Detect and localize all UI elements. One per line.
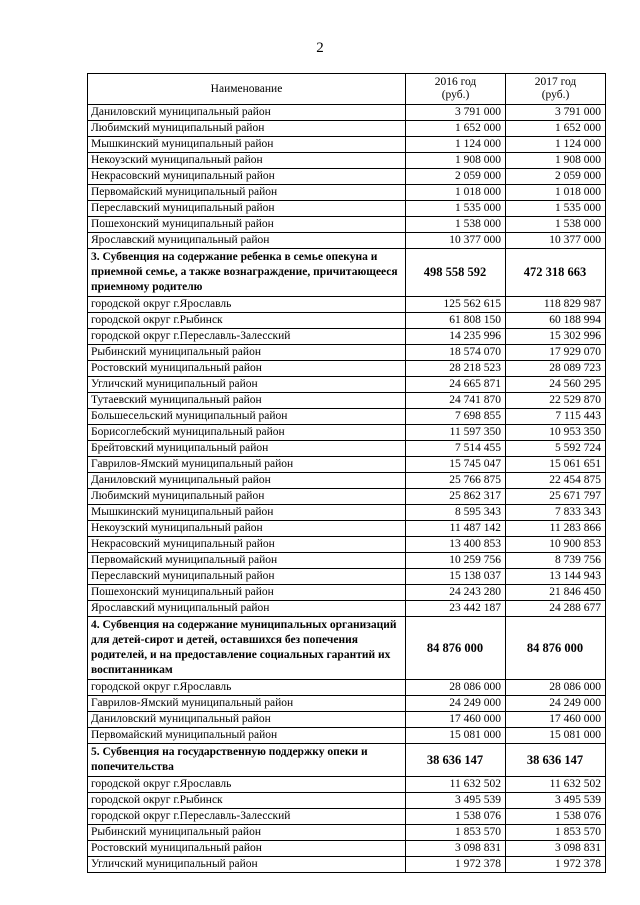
row-value-2016: 24 249 000 (406, 696, 506, 712)
row-value-2016: 15 745 047 (406, 457, 506, 473)
table-row (88, 473, 606, 489)
table-row (88, 297, 606, 313)
section-row (88, 617, 606, 680)
table-row (88, 793, 606, 809)
row-value-2016: 23 442 187 (406, 601, 506, 617)
table-row (88, 137, 606, 153)
row-value-2017: 3 495 539 (506, 793, 606, 809)
row-name: Угличский муниципальный район (88, 857, 406, 873)
row-value-2016: 15 081 000 (406, 728, 506, 744)
row-name: Пошехонский муниципальный район (88, 217, 406, 233)
row-value-2016: 3 098 831 (406, 841, 506, 857)
table-row (88, 345, 606, 361)
row-value-2016: 1 538 076 (406, 809, 506, 825)
row-value-2016: 1 652 000 (406, 121, 506, 137)
table-row (88, 857, 606, 873)
row-value-2016: 1 124 000 (406, 137, 506, 153)
row-name: Пошехонский муниципальный район (88, 585, 406, 601)
table-body (88, 105, 606, 873)
section-row (88, 249, 606, 297)
row-name: Рыбинский муниципальный район (88, 825, 406, 841)
row-value-2017: 1 538 000 (506, 217, 606, 233)
row-value-2016: 1 535 000 (406, 201, 506, 217)
table-row (88, 696, 606, 712)
row-value-2017: 1 908 000 (506, 153, 606, 169)
row-value-2016: 1 018 000 (406, 185, 506, 201)
table-row (88, 393, 606, 409)
table-row (88, 825, 606, 841)
table-row (88, 377, 606, 393)
row-name: Ярославский муниципальный район (88, 233, 406, 249)
row-value-2017: 15 302 996 (506, 329, 606, 345)
row-value-2017: 17 460 000 (506, 712, 606, 728)
row-value-2017: 60 188 994 (506, 313, 606, 329)
row-name: Ростовский муниципальный район (88, 841, 406, 857)
table-row (88, 185, 606, 201)
table-row (88, 105, 606, 121)
row-name: Первомайский муниципальный район (88, 728, 406, 744)
section-row (88, 744, 606, 777)
row-name: городской округ г.Переславль-Залесский (88, 329, 406, 345)
table-row (88, 809, 606, 825)
table-row (88, 121, 606, 137)
row-value-2016: 10 259 756 (406, 553, 506, 569)
row-name: Переславский муниципальный район (88, 569, 406, 585)
table-row (88, 441, 606, 457)
row-name: Мышкинский муниципальный район (88, 505, 406, 521)
header-2016 (406, 74, 506, 105)
row-value-2017: 22 529 870 (506, 393, 606, 409)
table-row (88, 425, 606, 441)
table-row (88, 169, 606, 185)
header-2017 (506, 74, 606, 105)
row-value-2017: 21 846 450 (506, 585, 606, 601)
row-name: Угличский муниципальный район (88, 377, 406, 393)
row-value-2016: 11 597 350 (406, 425, 506, 441)
row-value-2017: 472 318 663 (506, 249, 606, 297)
table-row (88, 313, 606, 329)
row-value-2016: 15 138 037 (406, 569, 506, 585)
row-value-2016: 1 853 570 (406, 825, 506, 841)
table-row (88, 841, 606, 857)
row-name: Даниловский муниципальный район (88, 105, 406, 121)
row-value-2017: 15 081 000 (506, 728, 606, 744)
row-value-2017: 118 829 987 (506, 297, 606, 313)
row-value-2017: 13 144 943 (506, 569, 606, 585)
table-row (88, 201, 606, 217)
table-row (88, 217, 606, 233)
table-row (88, 505, 606, 521)
row-name: Большесельский муниципальный район (88, 409, 406, 425)
row-value-2017: 84 876 000 (506, 617, 606, 680)
row-name: Ростовский муниципальный район (88, 361, 406, 377)
row-value-2016: 17 460 000 (406, 712, 506, 728)
row-value-2016: 61 808 150 (406, 313, 506, 329)
row-value-2017: 22 454 875 (506, 473, 606, 489)
table-header-row (88, 74, 606, 105)
row-value-2016: 11 632 502 (406, 777, 506, 793)
row-name: Некрасовский муниципальный район (88, 537, 406, 553)
row-name: Даниловский муниципальный район (88, 712, 406, 728)
subsidy-table (87, 73, 606, 873)
row-value-2016: 7 514 455 (406, 441, 506, 457)
row-value-2016: 24 741 870 (406, 393, 506, 409)
row-value-2016: 8 595 343 (406, 505, 506, 521)
table-row (88, 361, 606, 377)
row-name: городской округ г.Рыбинск (88, 793, 406, 809)
row-value-2017: 11 632 502 (506, 777, 606, 793)
row-value-2017: 1 535 000 (506, 201, 606, 217)
table-row (88, 585, 606, 601)
row-name: Борисоглебский муниципальный район (88, 425, 406, 441)
row-value-2017: 24 560 295 (506, 377, 606, 393)
row-value-2017: 7 833 343 (506, 505, 606, 521)
row-name: Любимский муниципальный район (88, 121, 406, 137)
table-row (88, 569, 606, 585)
row-value-2016: 2 059 000 (406, 169, 506, 185)
row-name: городской округ г.Ярославль (88, 777, 406, 793)
row-value-2017: 11 283 866 (506, 521, 606, 537)
row-value-2016: 1 972 378 (406, 857, 506, 873)
row-value-2017: 28 086 000 (506, 680, 606, 696)
row-name: Некоузский муниципальный район (88, 153, 406, 169)
row-value-2017: 15 061 651 (506, 457, 606, 473)
row-value-2016: 498 558 592 (406, 249, 506, 297)
row-value-2017: 3 098 831 (506, 841, 606, 857)
row-name: городской округ г.Ярославль (88, 680, 406, 696)
row-value-2017: 24 249 000 (506, 696, 606, 712)
row-value-2017: 38 636 147 (506, 744, 606, 777)
header-2016-unit: (руб.) (441, 89, 470, 101)
table-row (88, 233, 606, 249)
row-name: Первомайский муниципальный район (88, 553, 406, 569)
table-row (88, 601, 606, 617)
row-value-2016: 38 636 147 (406, 744, 506, 777)
row-name: городской округ г.Переславль-Залесский (88, 809, 406, 825)
header-2016-year: 2016 год (434, 76, 477, 88)
row-name: Тутаевский муниципальный район (88, 393, 406, 409)
table-row (88, 728, 606, 744)
table-row (88, 680, 606, 696)
row-name: 3. Субвенция на содержание ребенка в семье опекуна и приемной семье, а также вознаграждение, причитающееся приемному родителю (88, 249, 406, 297)
row-name: Рыбинский муниципальный район (88, 345, 406, 361)
row-value-2016: 3 791 000 (406, 105, 506, 121)
row-value-2017: 1 124 000 (506, 137, 606, 153)
row-name: Некоузский муниципальный район (88, 521, 406, 537)
row-value-2016: 3 495 539 (406, 793, 506, 809)
row-value-2017: 3 791 000 (506, 105, 606, 121)
row-name: Даниловский муниципальный район (88, 473, 406, 489)
row-name: городской округ г.Рыбинск (88, 313, 406, 329)
row-value-2017: 10 900 853 (506, 537, 606, 553)
row-value-2016: 84 876 000 (406, 617, 506, 680)
row-name: Первомайский муниципальный район (88, 185, 406, 201)
table-row (88, 489, 606, 505)
table-row (88, 537, 606, 553)
table-row (88, 457, 606, 473)
row-value-2016: 1 908 000 (406, 153, 506, 169)
row-value-2016: 18 574 070 (406, 345, 506, 361)
row-name: 5. Субвенция на государственную поддержку опеки и попечительства (88, 744, 406, 777)
row-value-2016: 7 698 855 (406, 409, 506, 425)
row-value-2016: 14 235 996 (406, 329, 506, 345)
row-value-2017: 24 288 677 (506, 601, 606, 617)
row-value-2016: 28 218 523 (406, 361, 506, 377)
row-name: Любимский муниципальный район (88, 489, 406, 505)
row-value-2016: 125 562 615 (406, 297, 506, 313)
row-value-2016: 24 665 871 (406, 377, 506, 393)
row-value-2017: 28 089 723 (506, 361, 606, 377)
header-name (88, 74, 406, 105)
row-name: Брейтовский муниципальный район (88, 441, 406, 457)
row-value-2016: 11 487 142 (406, 521, 506, 537)
row-name: Гаврилов-Ямский муниципальный район (88, 696, 406, 712)
row-value-2017: 2 059 000 (506, 169, 606, 185)
row-name: Переславский муниципальный район (88, 201, 406, 217)
row-name: 4. Субвенция на содержание муниципальных организаций для детей-сирот и детей, оставшихся без попечения родителей, и на предоставление социальных гарантий их воспитанникам (88, 617, 406, 680)
row-value-2017: 1 018 000 (506, 185, 606, 201)
row-value-2017: 8 739 756 (506, 553, 606, 569)
row-value-2017: 25 671 797 (506, 489, 606, 505)
row-value-2016: 10 377 000 (406, 233, 506, 249)
row-value-2017: 17 929 070 (506, 345, 606, 361)
row-value-2017: 10 377 000 (506, 233, 606, 249)
row-value-2017: 1 538 076 (506, 809, 606, 825)
row-value-2017: 5 592 724 (506, 441, 606, 457)
table-row (88, 409, 606, 425)
row-name: Некрасовский муниципальный район (88, 169, 406, 185)
table-row (88, 553, 606, 569)
row-value-2017: 1 853 570 (506, 825, 606, 841)
row-name: Мышкинский муниципальный район (88, 137, 406, 153)
row-name: Ярославский муниципальный район (88, 601, 406, 617)
header-2017-year: 2017 год (534, 76, 577, 88)
table-row (88, 329, 606, 345)
row-value-2016: 1 538 000 (406, 217, 506, 233)
table-row (88, 712, 606, 728)
row-value-2016: 24 243 280 (406, 585, 506, 601)
row-name: Гаврилов-Ямский муниципальный район (88, 457, 406, 473)
table-row (88, 153, 606, 169)
row-value-2016: 28 086 000 (406, 680, 506, 696)
table-row (88, 521, 606, 537)
row-name: городской округ г.Ярославль (88, 297, 406, 313)
table-row (88, 777, 606, 793)
row-value-2017: 10 953 350 (506, 425, 606, 441)
header-name-label: Наименование (210, 82, 283, 95)
row-value-2017: 7 115 443 (506, 409, 606, 425)
row-value-2016: 25 862 317 (406, 489, 506, 505)
header-2017-unit: (руб.) (541, 89, 570, 101)
row-value-2017: 1 972 378 (506, 857, 606, 873)
row-value-2016: 25 766 875 (406, 473, 506, 489)
page-number: 2 (316, 40, 324, 56)
row-value-2017: 1 652 000 (506, 121, 606, 137)
row-value-2016: 13 400 853 (406, 537, 506, 553)
